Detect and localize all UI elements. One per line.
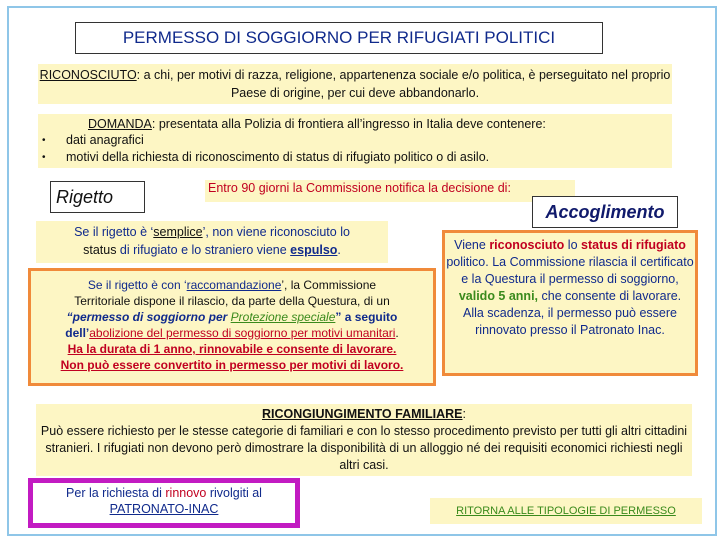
racc-conversione: Non può essere convertito in permesso per motivi di lavoro.	[60, 358, 404, 372]
semplice-term: semplice	[153, 225, 203, 239]
rinnovo-text-2: rivolgiti al	[206, 486, 262, 500]
racc-text-3: “permesso di soggiorno per	[66, 310, 231, 324]
semplice-text-3: di rifugiato e lo straniero viene	[116, 243, 291, 257]
racc-line-2: Territoriale dispone il rilascio, da parte della Questura, di un	[74, 294, 390, 308]
semplice-text-2: ’, non viene riconosciuto lo	[202, 225, 350, 239]
acc-text-2: lo	[564, 238, 582, 252]
list-item-label: dati anagrafici	[66, 133, 144, 147]
rinnovo-term: rinnovo	[165, 486, 207, 500]
bullet-icon: •	[42, 152, 46, 163]
racc-text-6: .	[395, 326, 399, 340]
list-item-label: motivi della richiesta di riconoscimento di status di rifugiato politico o di asilo.	[66, 150, 490, 164]
ricong-colon: :	[462, 407, 466, 421]
ricongiungimento-box	[36, 404, 692, 476]
patronato-inac-link[interactable]: PATRONATO-INAC	[109, 502, 219, 516]
ricong-text: Può essere richiesto per le stesse categorie di familiari e con lo stesso procedimento previsto per tutti gli altri cittadini stranieri. I rifugiati non devono però dimostrare la disponibilità di un alloggio né dei requisiti economici richiesti negli altri casi.	[40, 424, 688, 472]
domanda-term: DOMANDA	[88, 117, 152, 131]
domanda-box	[38, 114, 672, 168]
acc-text-4: che consente di lavorare.	[538, 289, 682, 303]
acc-status: status di rifugiato	[581, 238, 686, 252]
rinnovo-box	[28, 478, 300, 528]
racc-abolizione: abolizione del permesso di soggiorno per motivi umanitari	[89, 326, 396, 340]
racc-durata: Ha la durata di 1 anno, rinnovabile e consente di lavorare.	[67, 342, 397, 356]
domanda-heading	[88, 116, 546, 133]
entro-notice: Entro 90 giorni la Commissione notifica la decisione di:	[205, 180, 575, 202]
riconosciuto-box	[38, 64, 672, 104]
acc-scadenza: Alla scadenza, il permesso può essere rinnovato presso il Patronato Inac.	[462, 306, 677, 337]
acc-text-3: politico. La Commissione rilascia il certificato e la Questura il permesso di soggiorno,	[446, 255, 694, 286]
racc-text-5: dell’	[65, 326, 90, 340]
semplice-text-1: Se il rigetto è ‘	[74, 225, 154, 239]
racc-text-1: Se il rigetto è con ‘	[87, 278, 187, 292]
accoglimento-label: Accoglimento	[532, 196, 678, 228]
semplice-status: status	[83, 243, 117, 257]
semplice-text-4: .	[337, 243, 341, 257]
racc-term: raccomandazione	[186, 278, 282, 292]
racc-protezione: Protezione speciale	[230, 310, 336, 324]
riconosciuto-term: RICONOSCIUTO	[39, 68, 137, 82]
racc-text-2: ’, la Commissione	[281, 278, 377, 292]
rigetto-semplice-box	[36, 221, 388, 263]
rigetto-raccomandazione-box	[28, 268, 436, 386]
acc-riconosciuto: riconosciuto	[489, 238, 565, 252]
riconosciuto-text: : a chi, per motivi di razza, religione, appartenenza sociale e/o politica, è perseguitato nel proprio Paese di origine, per cui deve abbandonarlo.	[136, 68, 671, 100]
racc-text-4: ” a seguito	[335, 310, 398, 324]
list-item	[38, 149, 489, 166]
rigetto-label: Rigetto	[50, 181, 145, 213]
accoglimento-box	[442, 230, 698, 376]
list-item	[38, 132, 489, 149]
ritorna-link[interactable]: RITORNA ALLE TIPOLOGIE DI PERMESSO	[430, 498, 702, 524]
page-title: PERMESSO DI SOGGIORNO PER RIFUGIATI POLITICI	[75, 22, 603, 54]
acc-validita: valido 5 anni,	[458, 289, 539, 303]
rinnovo-text-1: Per la richiesta di	[66, 486, 166, 500]
acc-text-1: Viene	[454, 238, 490, 252]
domanda-list	[38, 132, 489, 166]
semplice-espulso: espulso	[290, 243, 338, 257]
domanda-text: : presentata alla Polizia di frontiera all’ingresso in Italia deve contenere:	[151, 117, 546, 131]
bullet-icon: •	[42, 135, 46, 146]
ricong-term: RICONGIUNGIMENTO FAMILIARE	[262, 407, 463, 421]
